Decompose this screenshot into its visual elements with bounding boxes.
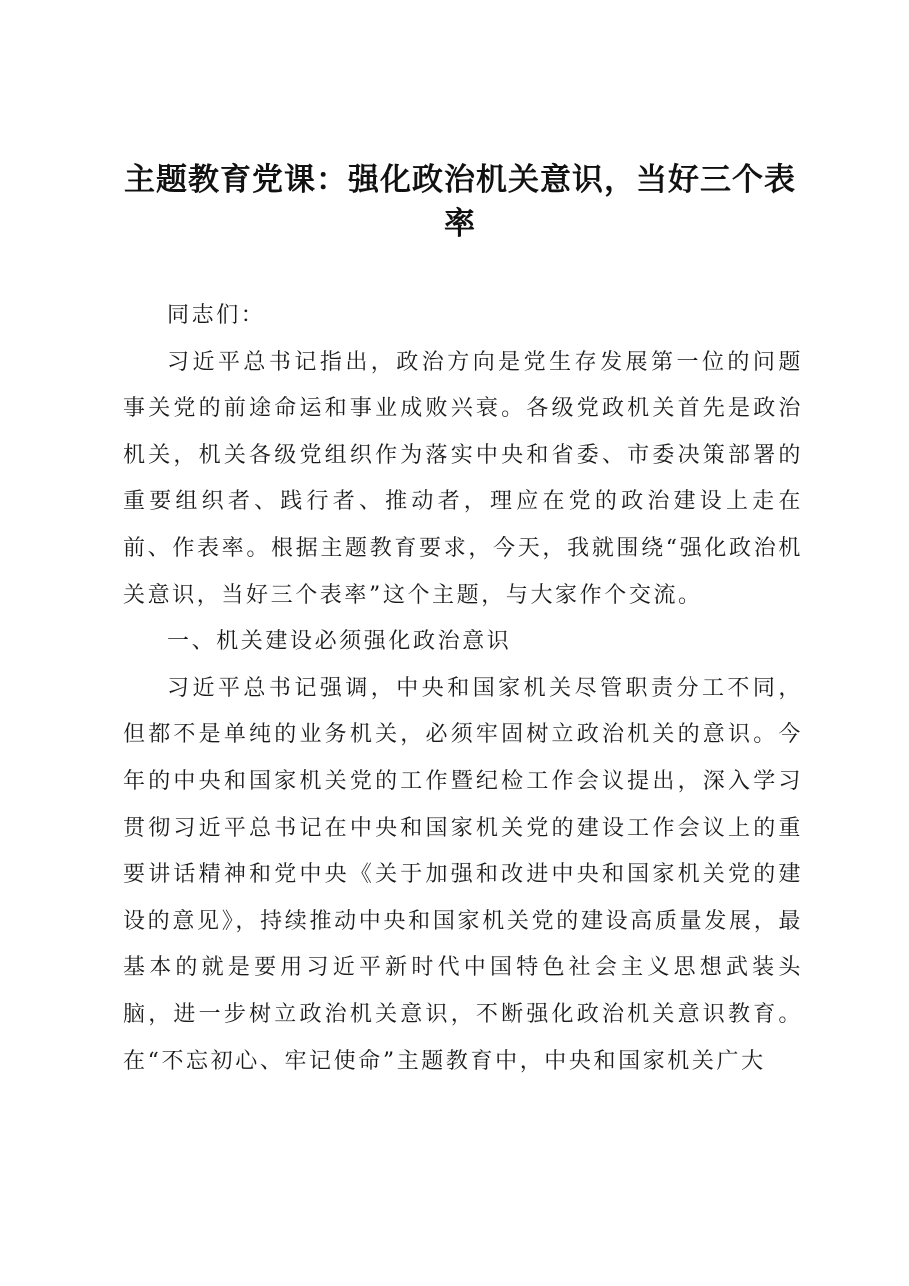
section-heading-1: 一、机关建设必须强化政治意识 xyxy=(167,629,512,655)
document-title: 主题教育党课：强化政治机关意识，当好三个表率 xyxy=(124,162,796,242)
paragraph-intro: 习近平总书记指出，政治方向是党生存发展第一位的问题事关党的前途命运和事业成败兴衰。各级党政机关首先是政治机关，机关各级党组织作为落实中央和省委、市委决策部署的重要组织者、践行者、推动者，理应在党的政治建设上走在前、作表率。根据主题教育要求，今天，我就围绕“强化政治机关意识，当好三个表率”这个主题，与大家作个交流。 xyxy=(123,349,803,608)
document-body xyxy=(123,293,803,1085)
paragraph-section-1: 习近平总书记强调，中央和国家机关尽管职责分工不同，但都不是单纯的业务机关，必须牢固树立政治机关的意识。今年的中央和国家机关党的工作暨纪检工作会议提出，深入学习贯彻习近平总书记在中央和国家机关党的建设工作会议上的重要讲话精神和党中央《关于加强和改进中央和国家机关党的建设的意见》，持续推动中央和国家机关党的建设高质量发展，最基本的就是要用习近平新时代中国特色社会主义思想武装头脑，进一步树立政治机关意识，不断强化政治机关意识教育。在“不忘初心、牢记使命”主题教育中，中央和国家机关广大 xyxy=(123,675,803,1074)
salutation: 同志们： xyxy=(167,303,266,328)
